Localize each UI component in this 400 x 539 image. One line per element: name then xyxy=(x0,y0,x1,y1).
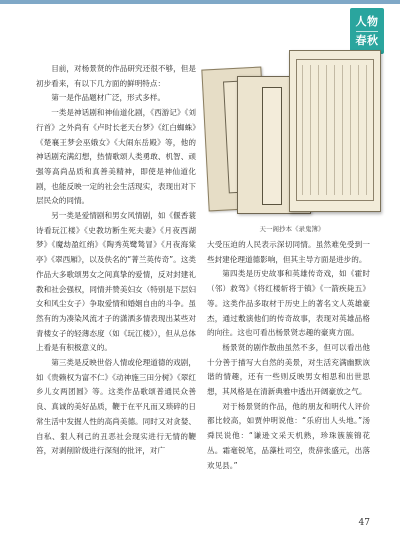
paragraph: 大受压迫的人民表示深切同情。虽然难免受到一些封建伦理道德影响，但其主导方面是进步的。 xyxy=(207,240,370,264)
book-image-open-page xyxy=(289,50,381,212)
book-title-slip xyxy=(262,87,282,205)
paragraph: 对于杨景贤的作品，他的朋友和明代人评价都比较高，如贾仲明说他：“乐府出人头地。”汤舜民说他：“谦逊文采天机熟，珍珠簇簇锦花丛。霜毫锐笔，品藻杜司空，贵辞张盛元，出落欢见县。” xyxy=(207,401,370,470)
right-column xyxy=(207,238,370,473)
section-tab-line1: 人物 xyxy=(355,14,379,28)
book-photo xyxy=(203,46,381,222)
paragraph: 杨景贤的剧作散曲虽然不多，但可以看出他十分善于描写大自然的美景，对生活充满幽默诙谐的情趣，还有一些则反映男女相思和出世思想，其风格是在清新典雅中透出开阔豪放之气。 xyxy=(207,342,370,397)
paragraph: 第一是作品题材广泛，形式多样。 xyxy=(51,93,166,103)
top-rule xyxy=(0,0,400,4)
paragraph: 第四类是历史故事和英雄传奇戏，如《霍时（邻）救驾》《将红楼斩将于镇》《一箭疾毙五》等。这类作品多取材于历史上的著名文人英雄豪杰，通过敷演他们的传奇故事，表现对英雄品格的向往。这也可看出杨景贤志趣的豪爽方面。 xyxy=(207,269,370,338)
section-tab-line2: 春秋 xyxy=(355,33,379,47)
paragraph: 一类是神话剧和神仙道化剧，《西游记》《刘行首》之外尚有《卢时长老天台梦》《红白蜘蛛》《楚襄王梦会巫娥女》《大闹东岳殿》等，他的神话剧充满幻想，热情歌颂人类勇敢、机智、顽强等高尚品质和真善美精神，即使是神仙道化剧，也能反映一定的社会生活现实，表现出对下层民众的同情。 xyxy=(36,108,196,206)
page-number: 47 xyxy=(358,518,370,528)
paragraph: 另一类是爱情剧和男女风情剧，如《偃香蓑诗看玩江楼》《史教坊断生死夫妻》《月夜西湖梦》《魔劫盈红绡》《陶秀英鹭鸶冒》《月夜海棠亭》《翠西厢》，以及佚名的“菁兰英传奇”。这类作品大多歌颂男女之间真挚的爱情，反对封建礼教和社会强权，同情并赞美妇女（特别是下层妇女和风尘女子）争取爱情和婚姻自由的斗争。虽然有的为凑染风流才子的潇洒多情表现出某些对青楼女子的轻薄态度（如《玩江楼》），但从总体上看是有积极意义的。 xyxy=(36,211,196,353)
page-text-lines xyxy=(302,65,368,195)
figure-caption: 天一阁抄本《录鬼簿》 xyxy=(259,225,325,233)
paragraph: 目前，对杨景贤的作品研究还很不够，但是初步看来，有以下几方面的鲜明特点： xyxy=(36,64,196,88)
section-tab-divider xyxy=(356,31,378,32)
paragraph: 第三类是反映世俗人情或伦理道德的戏剧，如《贵赖权为富不仁》《动神施三田分树》《翠红乡儿女两团圆》等。这类作品歌颂普通民众善良、真诚的美好品质，鞭于在平凡而又琐碎的日常生活中发掘人性的高尚美德。同时又对贪婪、自私、狠人利己的丑恶社会现实进行无情的鞭笞，对剥削阶级进行深刻的批评，对广 xyxy=(36,358,196,456)
left-column xyxy=(36,62,196,459)
